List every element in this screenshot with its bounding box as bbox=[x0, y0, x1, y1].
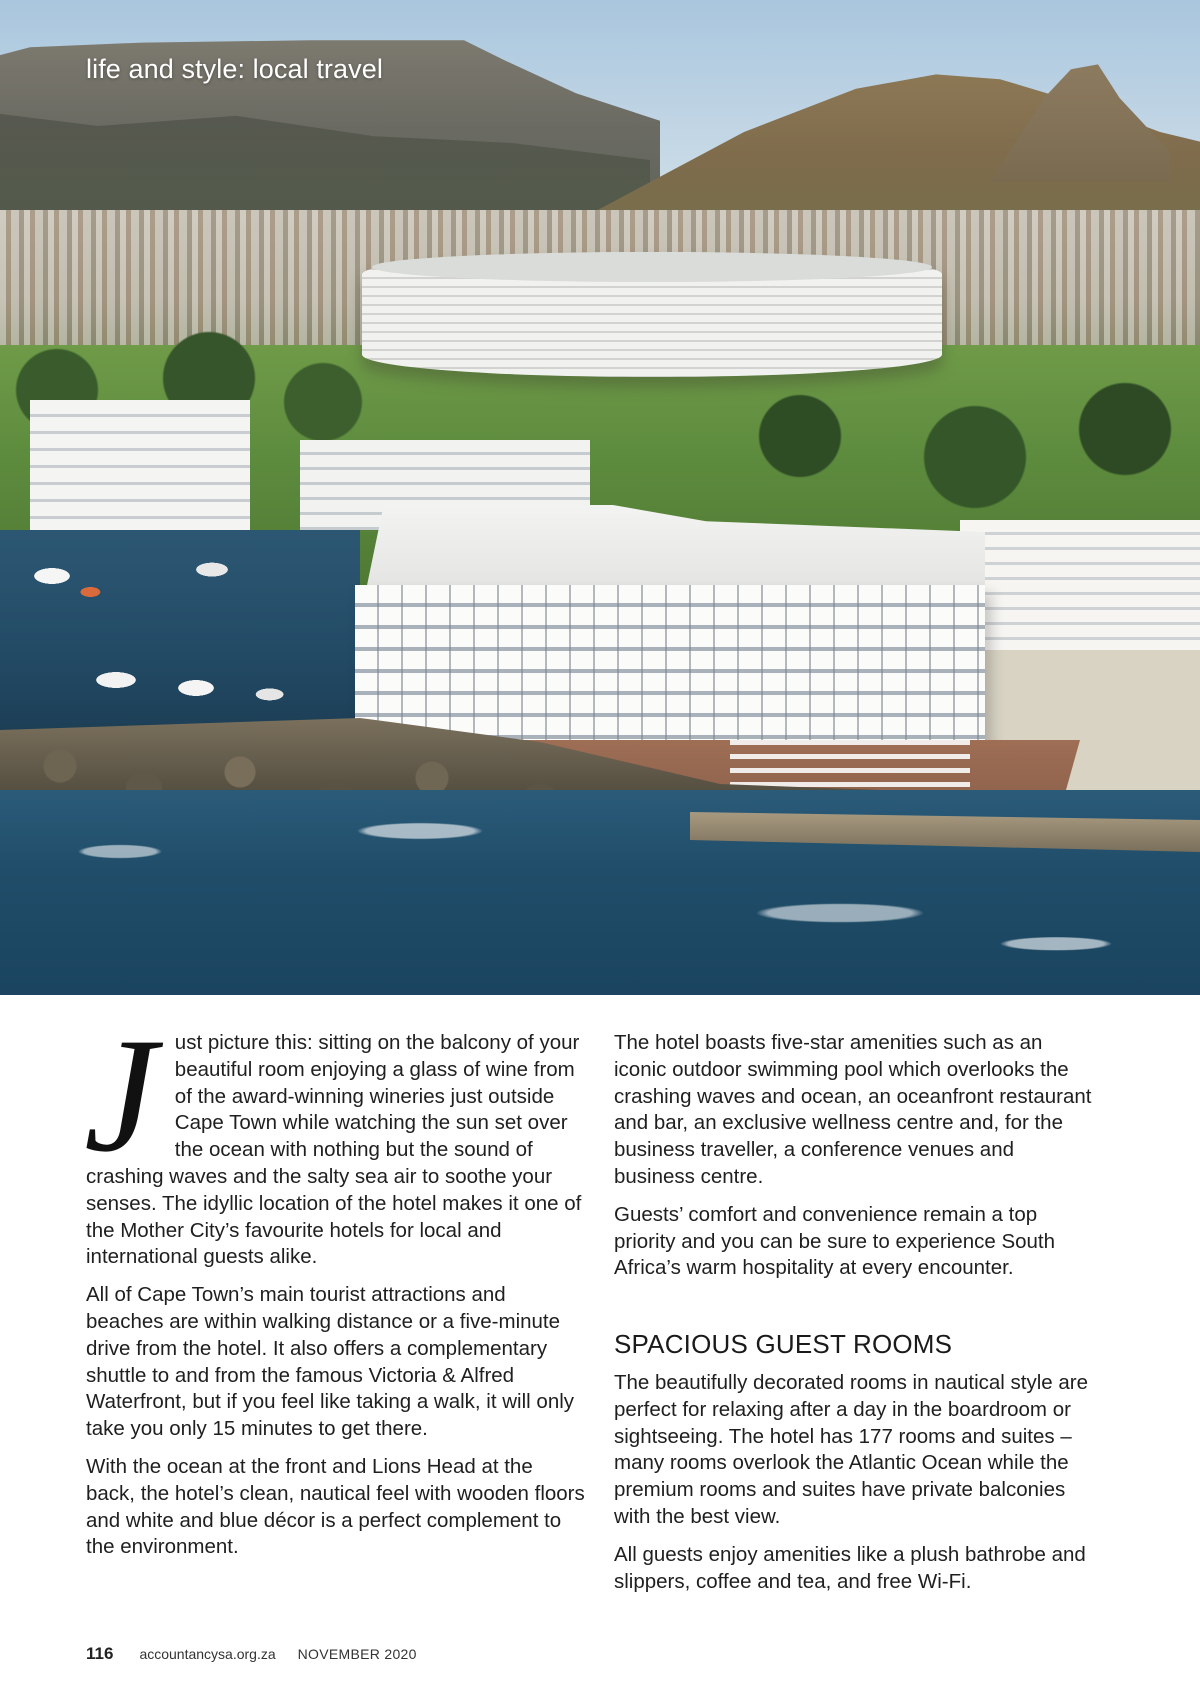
article-paragraph: All of Cape Town’s main tourist attractions and beaches are within walking distance or a five-minute drive from the hotel. It also offers a complementary shuttle to and from the famous Victoria & Alfred Waterfront, but if you feel like taking a walk, it will only take you only 15 minutes to get there. bbox=[86, 1283, 575, 1441]
trees-right bbox=[700, 380, 1200, 520]
apartment-building-left bbox=[30, 400, 250, 530]
paragraph-text: ust picture this: sitting on the balcony of your beautiful room enjoying a glass of wine from of the award-winning wineries just outside Cape Town while watching the sun set over the ocean with nothing but the sound of crashing waves and the salty sea air to soothe your senses. The idyllic location of the hotel makes it one of the Mother City’s favourite hotels for local and international guests alike. bbox=[86, 1031, 582, 1269]
section-subheading: SPACIOUS GUEST ROOMS bbox=[614, 1329, 953, 1360]
drop-cap: J bbox=[84, 1005, 157, 1186]
article-paragraph: Guests’ comfort and convenience remain a top priority and you can be sure to experience South Africa’s warm hospitality at every encounter. bbox=[614, 1202, 1056, 1280]
article-paragraph: The hotel boasts five-star amenities such as an iconic outdoor swimming pool which overlooks the crashing waves and ocean, an oceanfront restaurant and bar, an exclusive wellness centre and, for the business traveller, a conference venues and business centre. bbox=[614, 1031, 1092, 1188]
article-paragraph: All guests enjoy amenities like a plush bathrobe and slippers, coffee and tea, and free Wi-Fi. bbox=[614, 1542, 1086, 1593]
issue-date: NOVEMBER 2020 bbox=[297, 1646, 417, 1662]
page-footer bbox=[86, 1644, 417, 1664]
website-link[interactable]: accountancysa.org.za bbox=[139, 1646, 276, 1662]
article-paragraph: With the ocean at the front and Lions Head at the back, the hotel’s clean, nautical feel with wooden floors and white and blue décor is a perfect complement to the environment. bbox=[86, 1454, 585, 1559]
building-right bbox=[960, 520, 1200, 650]
hotel-building bbox=[355, 585, 985, 750]
article-right-column bbox=[614, 1030, 1094, 1606]
page-number: 116 bbox=[86, 1644, 114, 1663]
article-paragraph bbox=[84, 1005, 586, 1271]
article-paragraph: The beautifully decorated rooms in nautical style are perfect for relaxing after a day in the boardroom or sightseeing. The hotel has 177 rooms and suites – many rooms overlook the Atlantic Ocean while the premium rooms and suites have private balconies with the best view. bbox=[614, 1370, 1089, 1528]
section-label: life and style: local travel bbox=[86, 54, 383, 84]
stadium-roof bbox=[372, 252, 932, 282]
article-left-column bbox=[84, 1005, 586, 1572]
marina-boats bbox=[20, 560, 340, 720]
